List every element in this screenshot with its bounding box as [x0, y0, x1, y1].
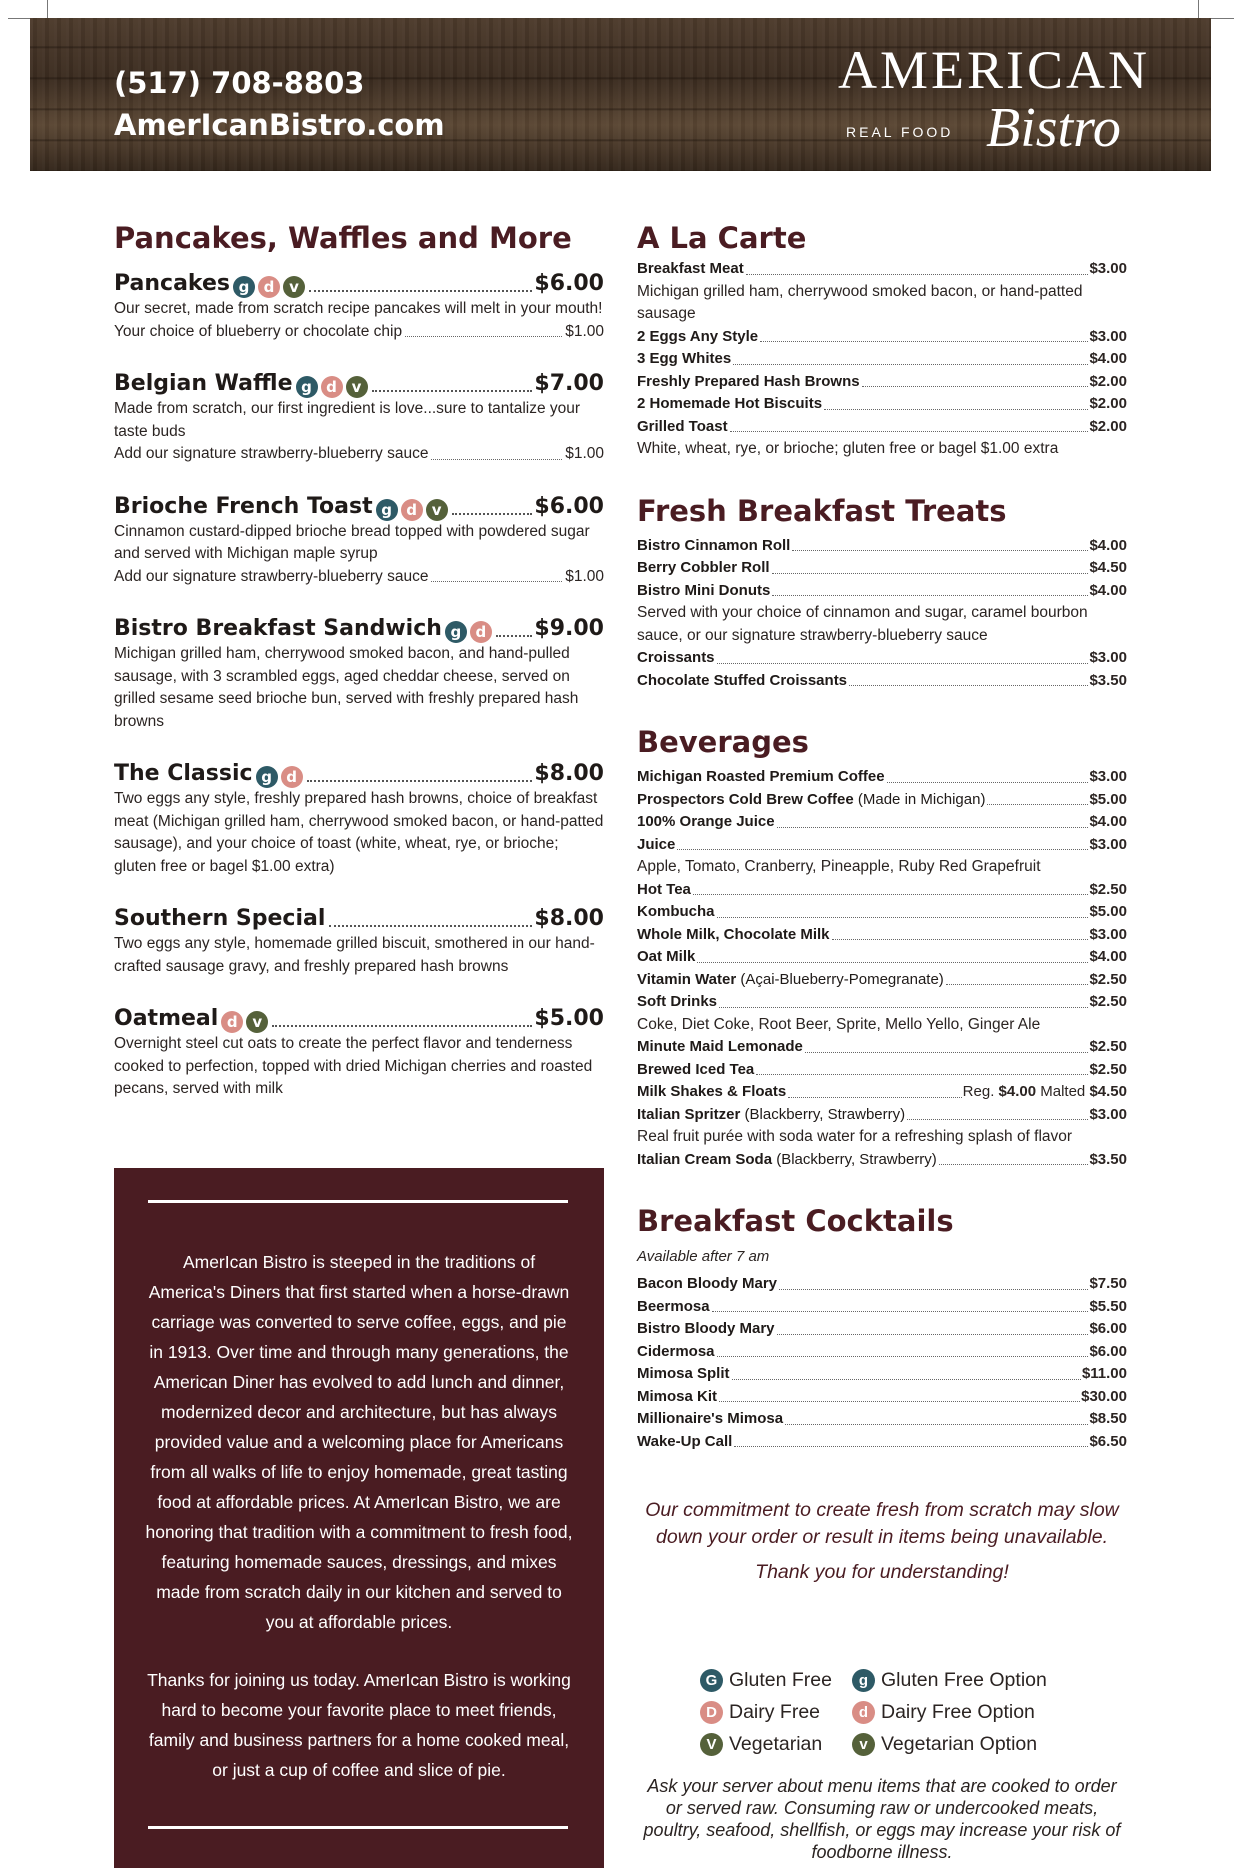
menu-item — [114, 493, 604, 589]
leader-dots — [496, 635, 532, 637]
legend-label: Vegetarian — [729, 1733, 823, 1755]
menu-row — [637, 1318, 1127, 1341]
vegetarian-option-icon: v — [283, 276, 305, 298]
row-price: $4.50 — [1089, 559, 1127, 576]
menu-row — [637, 766, 1127, 789]
row-price: $6.00 — [1089, 1342, 1127, 1360]
row-price: $2.00 — [1089, 417, 1127, 435]
leader-dots — [788, 1097, 961, 1098]
menu-item — [114, 905, 604, 978]
row-price: $6.00 — [1089, 1320, 1127, 1337]
row-name: Beermosa — [637, 1297, 710, 1315]
leader-dots — [746, 274, 1089, 275]
item-name: Pancakes — [114, 271, 230, 296]
menu-row — [637, 1363, 1127, 1386]
row-name: Vitamin Water — [637, 970, 737, 988]
item-description: Our secret, made from scratch recipe pancakes will melt in your mouth! — [114, 300, 603, 317]
row-price: $4.00 — [1089, 350, 1127, 367]
leader-dots — [734, 1446, 1088, 1447]
leader-dots — [697, 962, 1088, 963]
item-addon — [114, 321, 604, 344]
leader-dots — [431, 566, 562, 583]
row-qualifier: (Blackberry, Strawberry) — [740, 1105, 906, 1123]
vegetarian-option-icon: v — [426, 499, 448, 521]
menu-row — [637, 647, 1127, 670]
logo — [838, 40, 1158, 160]
vegetarian-option-icon: v — [246, 1011, 268, 1033]
gluten-free-icon: G — [700, 1669, 723, 1692]
menu-item — [114, 370, 604, 466]
commitment-note — [637, 1497, 1127, 1586]
row-price: $3.50 — [1089, 671, 1127, 689]
row-price: $8.50 — [1089, 1410, 1127, 1427]
row-price: $5.00 — [1089, 790, 1127, 808]
row-price: $2.50 — [1089, 970, 1127, 988]
dairy-free-icon: D — [700, 1701, 723, 1724]
leader-dots — [779, 1289, 1088, 1290]
gluten-free-option-icon: g — [445, 621, 467, 643]
row-price: $6.50 — [1089, 1432, 1127, 1450]
row-name: Bistro Mini Donuts — [637, 581, 771, 599]
row-price: $2.00 — [1089, 395, 1127, 412]
dairy-free-option-icon: d — [470, 621, 492, 643]
row-price: $3.00 — [1089, 327, 1127, 345]
row-name: Breakfast Meat — [637, 260, 744, 277]
row-price: $30.00 — [1081, 1387, 1127, 1405]
row-name: Juice — [637, 835, 676, 853]
row-note: White, wheat, rye, or brioche; gluten free or bagel $1.00 extra — [637, 440, 1059, 457]
leader-dots — [772, 573, 1089, 574]
item-price: $6.00 — [534, 271, 604, 296]
food-safety-advisory: Ask your server about menu items that are cooked to order or served raw. Consuming raw or undercooked meats, poultry, seafood, shellfish, or eggs may increase your risk of foodborne illness. — [643, 1776, 1121, 1862]
item-name: Oatmeal — [114, 1006, 219, 1031]
row-note: Real fruit purée with soda water for a refreshing splash of flavor — [637, 1128, 1073, 1145]
menu-row — [637, 834, 1127, 857]
row-name: Milk Shakes & Floats — [637, 1083, 787, 1100]
row-name: Whole Milk, Chocolate Milk — [637, 925, 830, 943]
item-name: The Classic — [114, 761, 253, 786]
leader-dots — [677, 849, 1088, 850]
row-name: Italian Spritzer — [637, 1105, 741, 1123]
section-title-treats: Fresh Breakfast Treats — [637, 493, 1007, 528]
leader-dots — [733, 364, 1088, 365]
row-name: Wake-Up Call — [637, 1432, 733, 1450]
row-name: Freshly Prepared Hash Browns — [637, 372, 860, 390]
gluten-free-option-icon: g — [376, 499, 398, 521]
leader-dots — [717, 1356, 1089, 1357]
story-panel — [114, 1168, 604, 1868]
menu-row — [637, 1341, 1127, 1364]
row-name: Hot Tea — [637, 880, 691, 898]
row-name: Michigan Roasted Premium Coffee — [637, 768, 885, 785]
leader-dots — [405, 321, 562, 338]
legend-label: Dairy Free Option — [881, 1701, 1035, 1723]
row-price: $3.00 — [1089, 260, 1127, 277]
divider — [148, 1826, 568, 1829]
row-name: Cidermosa — [637, 1342, 715, 1360]
menu-row — [637, 1296, 1127, 1319]
row-price: $4.00 — [1089, 948, 1127, 965]
item-description: Two eggs any style, homemade grilled biscuit, smothered in our hand-crafted sausage gravy, and freshly prepared hash browns — [114, 935, 595, 975]
item-price: $8.00 — [534, 906, 604, 931]
leader-dots — [907, 1119, 1088, 1120]
website-link: AmerIcanBistro.com — [114, 108, 445, 142]
leader-dots — [732, 1379, 1081, 1380]
header-banner — [30, 18, 1211, 171]
row-price: $2.50 — [1089, 880, 1127, 898]
menu-item — [114, 760, 604, 878]
row-note: Coke, Diet Coke, Root Beer, Sprite, Mello Yello, Ginger Ale — [637, 1015, 1041, 1033]
menu-row — [637, 258, 1127, 281]
commitment-text: Our commitment to create fresh from scratch may slow down your order or result in items being unavailable. — [645, 1499, 1119, 1548]
item-price: $5.00 — [534, 1006, 604, 1031]
dairy-free-option-icon: d — [321, 376, 343, 398]
menu-row — [637, 969, 1127, 992]
menu-row — [637, 371, 1127, 394]
malted-label: Malted — [1040, 1083, 1086, 1100]
dietary-legend — [700, 1664, 1120, 1760]
item-addon — [114, 566, 604, 589]
row-price: $5.00 — [1089, 903, 1127, 920]
addon-label: Add our signature strawberry-blueberry sauce — [114, 445, 429, 462]
menu-row — [637, 901, 1127, 924]
vegetarian-option-icon: v — [346, 376, 368, 398]
item-name: Bistro Breakfast Sandwich — [114, 616, 442, 641]
item-price: $6.00 — [534, 493, 604, 519]
row-price: $2.50 — [1089, 1038, 1127, 1055]
leader-dots — [939, 1164, 1089, 1165]
menu-row — [637, 416, 1127, 439]
row-name: 3 Egg Whites — [637, 350, 732, 367]
row-name: Mimosa Split — [637, 1365, 730, 1382]
item-name: Brioche French Toast — [114, 493, 373, 519]
leader-dots — [307, 780, 533, 782]
row-note: Michigan grilled ham, cherrywood smoked bacon, or hand-patted sausage — [637, 282, 1083, 322]
menu-row — [637, 326, 1127, 349]
row-name: 2 Homemade Hot Biscuits — [637, 395, 823, 412]
dairy-free-option-icon: d — [281, 766, 303, 788]
row-qualifier: (Açai-Blueberry-Pomegranate) — [736, 970, 944, 988]
leader-dots — [777, 827, 1089, 828]
menu-row — [637, 811, 1127, 834]
menu-row — [637, 1408, 1127, 1431]
row-price: $4.00 — [1089, 536, 1127, 554]
row-price: $2.00 — [1089, 372, 1127, 390]
menu-row — [637, 535, 1127, 558]
leader-dots — [431, 443, 562, 460]
item-name: Southern Special — [114, 906, 326, 931]
row-price: $2.50 — [1089, 1060, 1127, 1078]
thank-you-text: Thank you for understanding! — [755, 1561, 1009, 1583]
row-price: $11.00 — [1081, 1365, 1127, 1382]
item-description: Michigan grilled ham, cherrywood smoked bacon, and hand-pulled sausage, with 3 scrambled eggs, aged cheddar cheese, served on grilled sesame seed brioche bun, served with freshly prepared hash browns — [114, 645, 579, 730]
dairy-free-option-icon: d — [221, 1011, 243, 1033]
item-description: Overnight steel cut oats to create the perfect flavor and tenderness cooked to perfection, topped with dried Michigan cherries and roasted pecans, served with milk — [114, 1035, 593, 1097]
addon-price: $1.00 — [565, 322, 604, 340]
leader-dots — [862, 386, 1089, 387]
logo-wordmark: AMERICAN — [838, 40, 1151, 100]
menu-row — [637, 789, 1127, 812]
row-price: $3.00 — [1089, 1105, 1127, 1123]
gluten-free-option-icon: g — [233, 276, 255, 298]
row-name: Italian Cream Soda — [637, 1150, 773, 1168]
gluten-free-option-icon: g — [852, 1669, 875, 1692]
dairy-free-option-icon: d — [258, 276, 280, 298]
row-name: Prospectors Cold Brew Coffee — [637, 790, 854, 808]
menu-row — [637, 393, 1127, 416]
legend-label: Gluten Free — [729, 1669, 832, 1691]
row-price: $4.00 — [1089, 581, 1127, 599]
menu-row — [637, 1104, 1127, 1127]
leader-dots — [887, 782, 1089, 783]
menu-row — [637, 1273, 1127, 1296]
gluten-free-option-icon: g — [296, 376, 318, 398]
menu-row — [637, 1081, 1127, 1104]
row-price: $3.00 — [1089, 649, 1127, 666]
leader-dots — [272, 1025, 532, 1027]
row-name: Brewed Iced Tea — [637, 1060, 755, 1078]
addon-price: $1.00 — [565, 567, 604, 585]
item-description: Two eggs any style, freshly prepared hash browns, choice of breakfast meat (Michigan grilled ham, cherrywood smoked bacon, or hand-patted sausage), and your choice of toast (white, wheat, rye, or brioche; gluten free or bagel $1.00 extra) — [114, 790, 604, 875]
leader-dots — [372, 390, 533, 392]
menu-row — [637, 670, 1127, 693]
dairy-free-option-icon: d — [852, 1701, 875, 1724]
thanks-paragraph: Thanks for joining us today. AmerIcan Bistro is working hard to become your favorite place to meet friends, family and business partners for a home cooked meal, or just a cup of coffee and slice of pie. — [147, 1670, 571, 1780]
phone-number: (517) 708-8803 — [114, 66, 365, 100]
row-name: Bistro Bloody Mary — [637, 1320, 775, 1337]
row-price: $3.00 — [1089, 768, 1127, 785]
row-name: Millionaire's Mimosa — [637, 1410, 784, 1427]
item-addon — [114, 443, 604, 466]
row-qualifier: (Blackberry, Strawberry) — [772, 1150, 937, 1168]
story-paragraph: AmerIcan Bistro is steeped in the traditions of America's Diners that first started when a horse-drawn carriage was converted to serve coffee, eggs, and pie in 1913. Over time and through many generations, the American Diner has evolved to add lunch and dinner, modernized decor and architecture, but has always provided value and a welcoming place for Americans from all walks of life to enjoy homemade, great tasting food at affordable prices. At AmerIcan Bistro, we are honoring that tradition with a commitment to fresh food, featuring homemade sauces, dressings, and mixes made from scratch daily in our kitchen and served to you at affordable prices. — [145, 1252, 573, 1632]
row-qualifier: (Made in Michigan) — [853, 790, 986, 808]
gluten-free-option-icon: g — [256, 766, 278, 788]
vegetarian-icon: V — [700, 1733, 723, 1756]
row-name: Mimosa Kit — [637, 1387, 718, 1405]
row-price: $2.50 — [1089, 993, 1127, 1010]
leader-dots — [717, 663, 1089, 664]
leader-dots — [777, 1334, 1089, 1335]
legend-label: Dairy Free — [729, 1701, 821, 1723]
leader-dots — [772, 595, 1088, 596]
menu-row — [637, 1149, 1127, 1172]
row-name: Croissants — [637, 649, 715, 666]
menu-row — [637, 1036, 1127, 1059]
leader-dots — [785, 1424, 1088, 1425]
legend-label: Gluten Free Option — [881, 1669, 1047, 1691]
right-column — [637, 218, 1127, 1453]
menu-row — [637, 580, 1127, 603]
addon-label: Your choice of blueberry or chocolate chip — [114, 322, 403, 340]
item-description: Cinnamon custard-dipped brioche bread topped with powdered sugar and served with Michigan maple syrup — [114, 522, 590, 562]
row-name: Minute Maid Lemonade — [637, 1038, 803, 1055]
leader-dots — [824, 409, 1088, 410]
leader-dots — [719, 1007, 1088, 1008]
logo-tagline: REAL FOOD — [846, 124, 954, 140]
row-name: 2 Eggs Any Style — [637, 327, 759, 345]
leader-dots — [792, 550, 1088, 551]
leader-dots — [693, 894, 1089, 895]
item-name: Belgian Waffle — [114, 371, 293, 396]
leader-dots — [832, 939, 1089, 940]
menu-row — [637, 1431, 1127, 1454]
left-column — [114, 218, 604, 1101]
item-description: Made from scratch, our first ingredient is love...sure to tantalize your taste buds — [114, 400, 581, 440]
leader-dots — [730, 431, 1089, 432]
row-name: Oat Milk — [637, 948, 696, 965]
cocktails-subtitle: Available after 7 am — [637, 1248, 770, 1265]
menu-row — [637, 946, 1127, 969]
leader-dots — [987, 804, 1088, 805]
row-note: Served with your choice of cinnamon and sugar, caramel bourbon sauce, or our signature strawberry-blueberry sauce — [637, 604, 1088, 644]
row-name: Bistro Cinnamon Roll — [637, 536, 791, 554]
dairy-free-option-icon: d — [401, 499, 423, 521]
reg-price: $4.00 — [998, 1083, 1037, 1100]
row-price: $7.50 — [1089, 1275, 1127, 1292]
row-name: 100% Orange Juice — [637, 813, 775, 830]
menu-item — [114, 615, 604, 733]
section-title-pancakes: Pancakes, Waffles and More — [114, 221, 572, 255]
row-price: $3.50 — [1089, 1150, 1127, 1168]
row-name: Kombucha — [637, 903, 715, 920]
leader-dots — [309, 290, 532, 292]
section-title-beverages: Beverages — [637, 725, 809, 759]
leader-dots — [760, 341, 1088, 342]
menu-row — [637, 348, 1127, 371]
row-name: Chocolate Stuffed Croissants — [637, 671, 848, 689]
leader-dots — [719, 1401, 1080, 1402]
menu-row — [637, 557, 1127, 580]
leader-dots — [946, 984, 1089, 985]
row-name: Soft Drinks — [637, 993, 718, 1010]
addon-price: $1.00 — [565, 445, 604, 462]
menu-row — [637, 924, 1127, 947]
row-price: $5.50 — [1089, 1297, 1127, 1315]
legend-label: Vegetarian Option — [881, 1733, 1038, 1755]
leader-dots — [712, 1311, 1089, 1312]
leader-dots — [329, 925, 532, 927]
item-price: $7.00 — [534, 371, 604, 396]
section-title-a-la-carte: A La Carte — [637, 221, 807, 255]
row-price: $3.00 — [1089, 925, 1127, 943]
reg-label: Reg. — [962, 1083, 995, 1100]
section-title-cocktails: Breakfast Cocktails — [637, 1204, 954, 1238]
leader-dots — [717, 917, 1089, 918]
item-price: $9.00 — [534, 616, 604, 641]
row-name: Bacon Bloody Mary — [637, 1275, 778, 1292]
divider — [148, 1200, 568, 1203]
leader-dots — [849, 685, 1088, 686]
row-name: Grilled Toast — [637, 417, 728, 435]
item-price: $8.00 — [534, 761, 604, 786]
vegetarian-option-icon: v — [852, 1733, 875, 1756]
row-price: $3.00 — [1089, 835, 1127, 853]
malted-price: $4.50 — [1089, 1083, 1127, 1100]
row-note: Apple, Tomato, Cranberry, Pineapple, Ruby Red Grapefruit — [637, 858, 1041, 875]
menu-row — [637, 1386, 1127, 1409]
logo-bistro: Bistro — [986, 97, 1121, 159]
menu-row — [637, 991, 1127, 1014]
menu-row — [637, 1059, 1127, 1082]
menu-item — [114, 1005, 604, 1101]
row-name: Berry Cobbler Roll — [637, 559, 770, 576]
menu-row — [637, 879, 1127, 902]
addon-label: Add our signature strawberry-blueberry sauce — [114, 567, 429, 585]
leader-dots — [756, 1074, 1088, 1075]
leader-dots — [452, 513, 533, 515]
leader-dots — [805, 1052, 1089, 1053]
row-price: $4.00 — [1089, 813, 1127, 830]
menu-item — [114, 270, 604, 343]
